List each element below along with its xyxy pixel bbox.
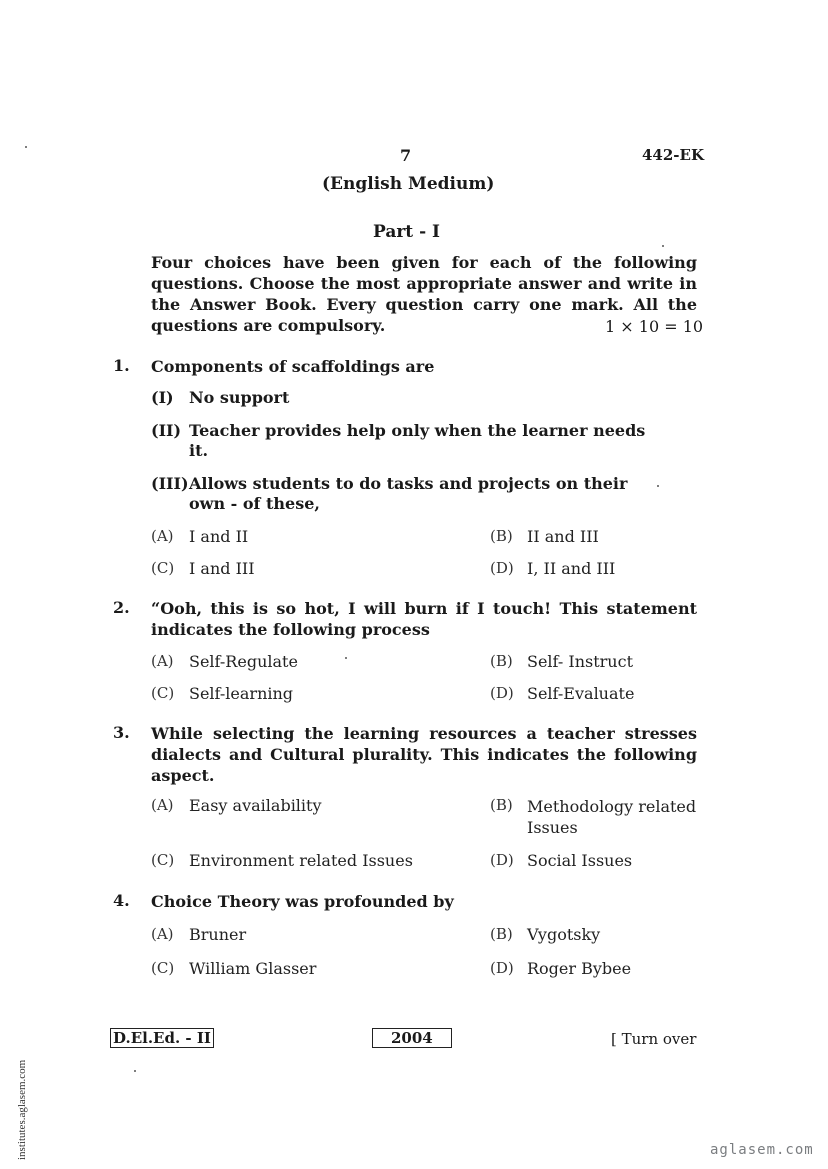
option-label: (A) — [151, 925, 174, 943]
scan-speck — [662, 245, 664, 247]
scan-speck — [25, 146, 27, 148]
option-label: (A) — [151, 527, 174, 545]
question-text: Components of scaffoldings are — [151, 357, 435, 376]
question-text: While selecting the learning resources a teacher stresses dialects and Cultural plurality. This indicates the following aspect. — [151, 724, 697, 785]
statement-label: (III) — [151, 474, 189, 493]
option-label: (B) — [490, 652, 513, 670]
statement-text: No support — [189, 388, 290, 407]
option-label: (D) — [490, 959, 514, 977]
option-label: (A) — [151, 652, 174, 670]
option-label: (C) — [151, 684, 175, 702]
option-text: Self- Instruct — [527, 652, 633, 671]
question-text: Choice Theory was profounded by — [151, 892, 454, 911]
option-label: (D) — [490, 684, 514, 702]
statement-label: (II) — [151, 421, 182, 440]
option-text: Environment related Issues — [189, 851, 413, 870]
scan-speck — [345, 657, 347, 659]
option-text: Self-learning — [189, 684, 294, 703]
statement-text: Allows students to do tasks and projects on their own - of these, — [189, 474, 628, 513]
marks-scheme: 1 × 10 = 10 — [605, 317, 704, 336]
option-label: (B) — [490, 527, 513, 545]
turn-over-note: [ Turn over — [611, 1030, 697, 1048]
option-text: Self-Evaluate — [527, 684, 635, 703]
option-label: (D) — [490, 559, 514, 577]
instructions-text: Four choices have been given for each of the following questions. Choose the most appropriate answer and write in the Answer Book. Every question carry one mark. All the questions are compulsory. — [151, 253, 697, 335]
option-text: Social Issues — [527, 851, 633, 870]
option-text: I, II and III — [527, 559, 616, 578]
option-text: Easy availability — [189, 796, 322, 815]
option-text: Roger Bybee — [527, 959, 632, 978]
medium-heading: (English Medium) — [322, 174, 495, 194]
option-label: (D) — [490, 851, 514, 869]
question-text: “Ooh, this is so hot, I will burn if I touch! This statement indicates the following process — [151, 599, 697, 639]
part-heading: Part - I — [373, 222, 440, 242]
scan-speck — [657, 485, 659, 487]
option-text: William Glasser — [189, 959, 317, 978]
page-number: 7 — [400, 146, 412, 165]
brand-watermark: aglasem.com — [710, 1142, 814, 1158]
scan-speck — [134, 1070, 136, 1072]
side-watermark-url: institutes.aglasem.com — [16, 1059, 28, 1160]
option-text: I and II — [189, 527, 249, 546]
course-code-box: D.El.Ed. - II — [110, 1028, 214, 1048]
statement-label: (I) — [151, 388, 174, 407]
question-number: 2. — [113, 598, 130, 617]
option-label: (A) — [151, 796, 174, 814]
question-number: 4. — [113, 891, 130, 910]
option-text: I and III — [189, 559, 255, 578]
option-text: Methodology related Issues — [527, 797, 697, 837]
option-label: (B) — [490, 796, 513, 814]
option-label: (C) — [151, 959, 175, 977]
question-number: 3. — [113, 723, 130, 742]
option-text: II and III — [527, 527, 599, 546]
option-text: Vygotsky — [527, 925, 601, 944]
statement-text: Teacher provides help only when the learner needs it. — [189, 421, 646, 460]
option-label: (B) — [490, 925, 513, 943]
option-text: Bruner — [189, 925, 247, 944]
paper-number-box: 2004 — [372, 1028, 452, 1048]
question-number: 1. — [113, 356, 130, 375]
paper-code: 442-EK — [642, 146, 705, 164]
option-label: (C) — [151, 559, 175, 577]
option-text: Self-Regulate — [189, 652, 298, 671]
option-label: (C) — [151, 851, 175, 869]
